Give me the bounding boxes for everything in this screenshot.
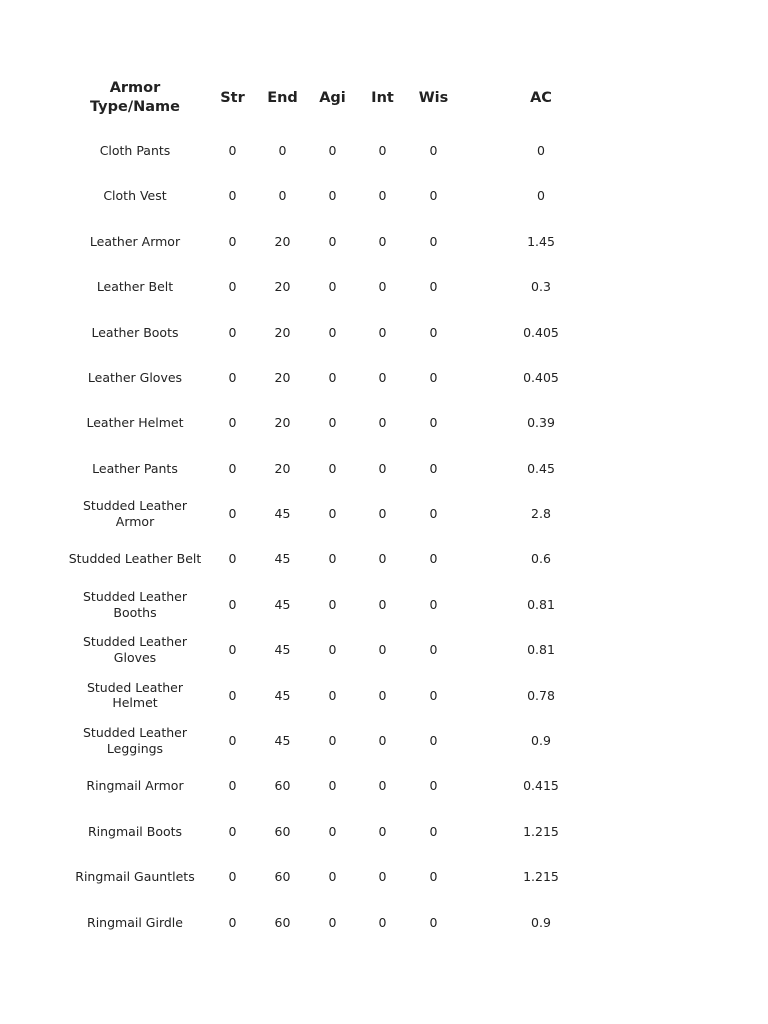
table-row [64, 718, 621, 763]
armor-name-line: Booths [113, 604, 157, 620]
ac-cell: 0.415 [523, 778, 559, 794]
ac-cell: 0.3 [531, 279, 551, 295]
agi-cell: 0 [328, 233, 337, 249]
end-cell: 60 [274, 914, 291, 930]
end-cell: 20 [274, 369, 291, 385]
int-cell: 0 [378, 596, 387, 612]
armor-name-line: Studded Leather [83, 589, 187, 605]
str-cell: 0 [228, 460, 237, 476]
int-cell: 0 [378, 279, 387, 295]
end-cell: 45 [274, 506, 291, 522]
header-end: End [267, 89, 298, 106]
wis-cell: 0 [429, 733, 438, 749]
armor-name-cell [64, 900, 206, 945]
ac-cell: 0 [537, 188, 545, 204]
agi-cell: 0 [328, 415, 337, 431]
table-row [64, 673, 621, 718]
end-cell: 0 [278, 188, 287, 204]
int-cell: 0 [378, 415, 387, 431]
armor-name-line: Leather Armor [89, 233, 181, 249]
ac-cell: 0.405 [523, 369, 559, 385]
header-wis: Wis [418, 89, 449, 106]
wis-cell: 0 [429, 279, 438, 295]
table-row [64, 355, 621, 400]
armor-name-line: Studded Leather [83, 634, 187, 650]
int-cell: 0 [378, 778, 387, 794]
int-cell: 0 [378, 324, 387, 340]
agi-cell: 0 [328, 778, 337, 794]
table-row [64, 128, 621, 173]
int-cell: 0 [378, 733, 387, 749]
header-ac: AC [530, 89, 552, 106]
int-cell: 0 [378, 506, 387, 522]
armor-name-line: Studded Leather Belt [68, 551, 202, 567]
ac-cell: 0.81 [527, 642, 555, 658]
armor-name-cell [64, 446, 206, 491]
table-row [64, 582, 621, 627]
agi-cell: 0 [328, 369, 337, 385]
end-cell: 60 [274, 823, 291, 839]
agi-cell: 0 [328, 188, 337, 204]
agi-cell: 0 [328, 914, 337, 930]
str-cell: 0 [228, 869, 237, 885]
ac-cell: 0.9 [531, 914, 551, 930]
agi-cell: 0 [328, 869, 337, 885]
table-row [64, 900, 621, 945]
ac-cell: 0.81 [527, 596, 555, 612]
armor-name-cell [64, 809, 206, 854]
agi-cell: 0 [328, 823, 337, 839]
wis-cell: 0 [429, 324, 438, 340]
armor-name-cell [64, 355, 206, 400]
table-row [64, 627, 621, 672]
ac-cell: 1.45 [527, 233, 555, 249]
wis-cell: 0 [429, 687, 438, 703]
armor-name-cell [64, 219, 206, 264]
str-cell: 0 [228, 778, 237, 794]
wis-cell: 0 [429, 506, 438, 522]
table-row [64, 491, 621, 536]
end-cell: 45 [274, 596, 291, 612]
armor-name-cell [64, 537, 206, 582]
agi-cell: 0 [328, 596, 337, 612]
table-row [64, 264, 621, 309]
armor-name-line: Helmet [112, 695, 158, 711]
int-cell: 0 [378, 142, 387, 158]
end-cell: 20 [274, 415, 291, 431]
wis-cell: 0 [429, 369, 438, 385]
armor-name-line: Studded Leather [83, 725, 187, 741]
str-cell: 0 [228, 369, 237, 385]
str-cell: 0 [228, 823, 237, 839]
int-cell: 0 [378, 823, 387, 839]
armor-name-line: Leather Boots [91, 324, 179, 340]
header-str: Str [220, 89, 245, 106]
agi-cell: 0 [328, 279, 337, 295]
table-row [64, 763, 621, 808]
wis-cell: 0 [429, 823, 438, 839]
armor-name-cell [64, 128, 206, 173]
end-cell: 45 [274, 642, 291, 658]
armor-name-cell [64, 173, 206, 218]
agi-cell: 0 [328, 324, 337, 340]
end-cell: 45 [274, 733, 291, 749]
table-row [64, 173, 621, 218]
end-cell: 20 [274, 279, 291, 295]
armor-name-cell [64, 854, 206, 899]
int-cell: 0 [378, 914, 387, 930]
armor-name-line: Ringmail Gauntlets [75, 869, 195, 885]
str-cell: 0 [228, 914, 237, 930]
str-cell: 0 [228, 233, 237, 249]
ac-cell: 0.405 [523, 324, 559, 340]
ac-cell: 0.6 [531, 551, 551, 567]
wis-cell: 0 [429, 142, 438, 158]
agi-cell: 0 [328, 687, 337, 703]
table-row [64, 537, 621, 582]
armor-name-cell [64, 310, 206, 355]
table-body [64, 128, 621, 945]
armor-name-line: Ringmail Boots [87, 823, 183, 839]
end-cell: 45 [274, 551, 291, 567]
ac-cell: 2.8 [531, 506, 551, 522]
int-cell: 0 [378, 188, 387, 204]
int-cell: 0 [378, 369, 387, 385]
armor-name-line: Ringmail Girdle [87, 914, 183, 930]
int-cell: 0 [378, 687, 387, 703]
ac-cell: 0 [537, 142, 545, 158]
int-cell: 0 [378, 642, 387, 658]
str-cell: 0 [228, 687, 237, 703]
end-cell: 0 [278, 142, 287, 158]
wis-cell: 0 [429, 551, 438, 567]
str-cell: 0 [228, 506, 237, 522]
armor-name-cell [64, 491, 206, 536]
int-cell: 0 [378, 233, 387, 249]
wis-cell: 0 [429, 233, 438, 249]
str-cell: 0 [228, 415, 237, 431]
end-cell: 60 [274, 778, 291, 794]
armor-name-line: Cloth Vest [103, 188, 167, 204]
str-cell: 0 [228, 142, 237, 158]
int-cell: 0 [378, 460, 387, 476]
table-row [64, 310, 621, 355]
ac-cell: 0.45 [527, 460, 555, 476]
wis-cell: 0 [429, 596, 438, 612]
header-name-line-1: Armor [109, 80, 161, 96]
armor-name-line: Studded Leather [83, 498, 187, 514]
table-row [64, 446, 621, 491]
armor-name-line: Gloves [113, 649, 157, 665]
wis-cell: 0 [429, 642, 438, 658]
table-row [64, 400, 621, 445]
str-cell: 0 [228, 596, 237, 612]
armor-name-line: Armor [115, 513, 155, 529]
end-cell: 20 [274, 324, 291, 340]
armor-name-line: Leather Belt [96, 279, 174, 295]
table-row [64, 219, 621, 264]
armor-name-line: Leggings [106, 740, 164, 756]
header-agi: Agi [319, 89, 346, 106]
armor-name-cell [64, 627, 206, 672]
ac-cell: 0.39 [527, 415, 555, 431]
table-row [64, 809, 621, 854]
ac-cell: 0.78 [527, 687, 555, 703]
armor-name-cell [64, 718, 206, 763]
armor-name-cell [64, 582, 206, 627]
agi-cell: 0 [328, 460, 337, 476]
ac-cell: 1.215 [523, 869, 559, 885]
header-armor-type-name [64, 68, 206, 128]
agi-cell: 0 [328, 733, 337, 749]
agi-cell: 0 [328, 642, 337, 658]
str-cell: 0 [228, 279, 237, 295]
wis-cell: 0 [429, 460, 438, 476]
armor-name-cell [64, 763, 206, 808]
agi-cell: 0 [328, 142, 337, 158]
str-cell: 0 [228, 642, 237, 658]
header-int: Int [371, 89, 394, 106]
armor-name-line: Cloth Pants [99, 142, 171, 158]
end-cell: 20 [274, 460, 291, 476]
end-cell: 60 [274, 869, 291, 885]
wis-cell: 0 [429, 188, 438, 204]
int-cell: 0 [378, 869, 387, 885]
agi-cell: 0 [328, 551, 337, 567]
header-row [64, 68, 621, 128]
agi-cell: 0 [328, 506, 337, 522]
end-cell: 20 [274, 233, 291, 249]
wis-cell: 0 [429, 869, 438, 885]
armor-name-line: Ringmail Armor [86, 778, 184, 794]
wis-cell: 0 [429, 778, 438, 794]
str-cell: 0 [228, 324, 237, 340]
str-cell: 0 [228, 188, 237, 204]
int-cell: 0 [378, 551, 387, 567]
wis-cell: 0 [429, 415, 438, 431]
armor-name-line: Studed Leather [86, 679, 184, 695]
armor-name-cell [64, 264, 206, 309]
armor-name-cell [64, 673, 206, 718]
ac-cell: 1.215 [523, 823, 559, 839]
str-cell: 0 [228, 551, 237, 567]
armor-table [64, 68, 621, 945]
wis-cell: 0 [429, 914, 438, 930]
header-name-line-2: Type/Name [90, 99, 180, 115]
armor-name-line: Leather Pants [92, 460, 178, 476]
table-row [64, 854, 621, 899]
armor-name-line: Leather Helmet [86, 415, 184, 431]
str-cell: 0 [228, 733, 237, 749]
armor-name-line: Leather Gloves [87, 369, 183, 385]
ac-cell: 0.9 [531, 733, 551, 749]
armor-name-cell [64, 400, 206, 445]
end-cell: 45 [274, 687, 291, 703]
